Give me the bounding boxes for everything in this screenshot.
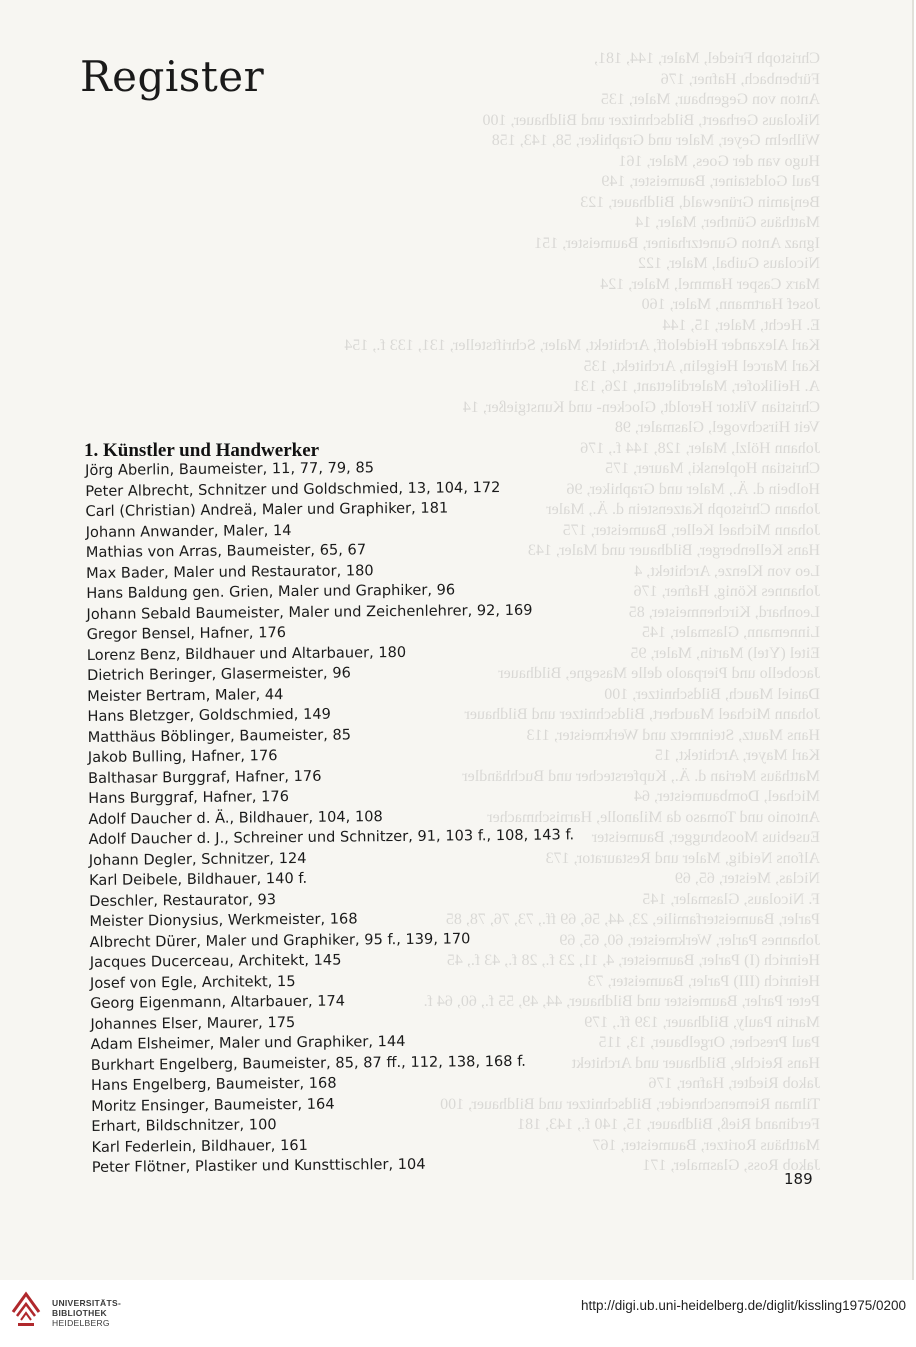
register-entry: Peter Flötner, Plastiker und Kunsttischler, 104 xyxy=(91,1155,426,1176)
register-entry: Hans Baldung gen. Grien, Maler und Graphiker, 96 xyxy=(86,581,456,602)
register-entry: Jacques Ducerceau, Architekt, 145 xyxy=(89,951,342,971)
register-entry: Hans Burggraf, Hafner, 176 xyxy=(88,788,290,807)
register-entry-list xyxy=(85,456,652,1179)
register-entry: Burkhart Engelberg, Baumeister, 85, 87 ff., 112, 138, 168 f. xyxy=(90,1052,526,1074)
footer-bar xyxy=(0,1282,916,1347)
library-name xyxy=(52,1298,121,1328)
register-entry: Gregor Bensel, Hafner, 176 xyxy=(86,624,287,643)
register-entry: Hans Engelberg, Baumeister, 168 xyxy=(90,1074,337,1094)
register-entry: Matthäus Böblinger, Baumeister, 85 xyxy=(87,725,352,746)
register-entry: Meister Bertram, Maler, 44 xyxy=(87,685,284,705)
register-entry: Balthasar Burggraf, Hafner, 176 xyxy=(87,767,322,787)
register-entry: Karl Deibele, Bildhauer, 140 f. xyxy=(88,869,308,889)
register-entry: Deschler, Restaurator, 93 xyxy=(89,890,277,910)
register-entry: Adolf Daucher d. J., Schreiner und Schnitzer, 91, 103 f., 108, 143 f. xyxy=(88,826,575,848)
register-entry: Johann Degler, Schnitzer, 124 xyxy=(88,849,307,869)
register-entry: Johann Anwander, Maler, 14 xyxy=(85,521,292,541)
register-entry: Meister Dionysius, Werkmeister, 168 xyxy=(89,910,358,930)
register-entry: Adolf Daucher d. Ä., Bildhauer, 104, 108 xyxy=(88,807,383,828)
register-entry: Dietrich Beringer, Glasermeister, 96 xyxy=(86,664,351,684)
register-entry: Albrecht Dürer, Maler und Graphiker, 95 f., 139, 170 xyxy=(89,929,471,951)
register-entry: Jakob Bulling, Hafner, 176 xyxy=(87,747,278,766)
register-entry: Johann Sebald Baumeister, Maler und Zeichenlehrer, 92, 169 xyxy=(86,601,533,623)
register-entry: Lorenz Benz, Bildhauer und Altarbauer, 180 xyxy=(86,643,407,664)
register-entry: Erhart, Bildschnitzer, 100 xyxy=(91,1116,277,1135)
section-heading: 1. Künstler und Handwerker xyxy=(84,440,320,461)
library-name-line: UNIVERSITÄTS- xyxy=(52,1298,122,1308)
library-name-line: HEIDELBERG xyxy=(52,1318,110,1328)
reverse-side-show-through: Christoph Friedel, Maler, 144, 181, Fürbenbach, Hafner, 176 Anton von Gegenbaur, Maler, 135 Nikolaus Gerhaert, Bildschnitzer und Bildhauer, 100 Wilhelm Geyer, Maler und Graphiker, 58, 143, 158 Hugo van der Goes, Maler, 161 Paul Goldstainer, Baumeister, 149 Benjamin Grünewald, Bildhauer, 123 Matthäus Günther, Maler, 14 Ignaz Anton Gunetzrhainer, Baumeister, 151 Nicolaus Guibal, Maler, 122 Marx Casper Hammel, Maler, 124 Josef Hartmann, Maler, 160 E. Hecht, Maler, 15, 144 Karl Alexander Heideloff, Architekt, Maler, Schriftsteller, 131, 133 f., 154 Karl Marcel Heigelin, Architekt, 135 A. Heilikofer, Malerdilettant, 126, 131 Christian Viktor Heroldt, Glocken- und Kunstgießer, 14 Veit Hirschvogel, Glasmaler, 98 Johann Hölzl, Maler, 128, 144 f., 176 Christian Hoplenski, Maurer, 175 Holbein d. Ä., Maler und Graphiker, 96 Johann Christoph Katzenstein d. Ä., Maler Johann Michael Keller, Baumeister, 175 Hans Kellenberger, Bildhauer und Maler, 143 Leo von Klenze, Architekt, 4 Johannes König, Hafner, 176 Leonhard, Kirchenmeister, 85 Linnemann, Glasmaler, 145 Eitel (Ytel) Martin, Maler, 95 Jacobello und Pierpaolo delle Masegne, Bildhauer Daniel Mauch, Bildschnitzer, 100 Johann Michael Mauchert, Bildschnitzer und Bildhauer Hans Mautz, Steinmetz und Werkmeister, 113 Karl Mayer, Architekt, 15 Matthäus Merian d. Ä., Kupferstecher und Buchhändler Michael, Dombaumeister, 64 Antonio und Tomaso da Milanolle, Harnischmacher Eusebius Moosbrugger, Baumeister Alfons Neidig, Maler und Restaurator, 173 Niclas, Meister, 65, 69 F. Nicolaus, Glasmaler, 145 Parler, Baumeisterfamilie, 23, 44, 56, 69 ff., 73, 76, 78, 85 Johannes Parler, Werkmeister, 60, 65, 69 Heinrich (I) Parler, Baumeister, 4, 11, 23 f., 28 f., 43 f., 45 Heinrich (III) Parler, Baumeister, 73 Peter Parler, Baumeister und Bildhauer, 44, 49, 55 f., 60, 64 f. Martin Pauly, Bildhauer, 139 ff., 179 Paul Prescher, Orgelbauer, 13, 115 Hans Reichle, Bildhauer und Architekt Jakob Riedter, Hafner, 176 Tilman Riemenschneider, Bildschnitzer und Bildhauer, 100 Ferdinand Rieß, Bildhauer, 15, 140 f., 143, 181 Matthäus Roritzer, Baumeister, 167 Jakob Ross, Glasmaler, 171 xyxy=(344,50,820,1174)
page-number: 189 xyxy=(784,1170,813,1188)
register-entry: Hans Bletzger, Goldschmied, 149 xyxy=(87,705,331,725)
register-entry: Georg Eigenmann, Altarbauer, 174 xyxy=(90,992,346,1012)
register-entry: Johannes Elser, Maurer, 175 xyxy=(90,1013,296,1033)
page-title: Register xyxy=(80,52,265,101)
register-entry: Carl (Christian) Andreä, Maler und Graphiker, 181 xyxy=(85,499,449,520)
register-entry: Mathias von Arras, Baumeister, 65, 67 xyxy=(85,541,367,561)
register-entry: Josef von Egle, Architekt, 15 xyxy=(89,972,296,992)
library-logo-icon xyxy=(10,1290,42,1332)
register-entry: Peter Albrecht, Schnitzer und Goldschmied, 13, 104, 172 xyxy=(85,478,501,500)
register-entry: Karl Federlein, Bildhauer, 161 xyxy=(91,1136,308,1156)
library-name-line: BIBLIOTHEK xyxy=(52,1308,107,1318)
register-entry: Adam Elsheimer, Maler und Graphiker, 144 xyxy=(90,1032,406,1053)
source-url-link[interactable]: http://digi.ub.uni-heidelberg.de/diglit/kissling1975/0200 xyxy=(581,1298,906,1313)
register-entry: Jörg Aberlin, Baumeister, 11, 77, 79, 85 xyxy=(85,459,375,479)
register-entry: Moritz Ensinger, Baumeister, 164 xyxy=(91,1095,335,1115)
register-entry: Max Bader, Maler und Restaurator, 180 xyxy=(85,561,374,582)
